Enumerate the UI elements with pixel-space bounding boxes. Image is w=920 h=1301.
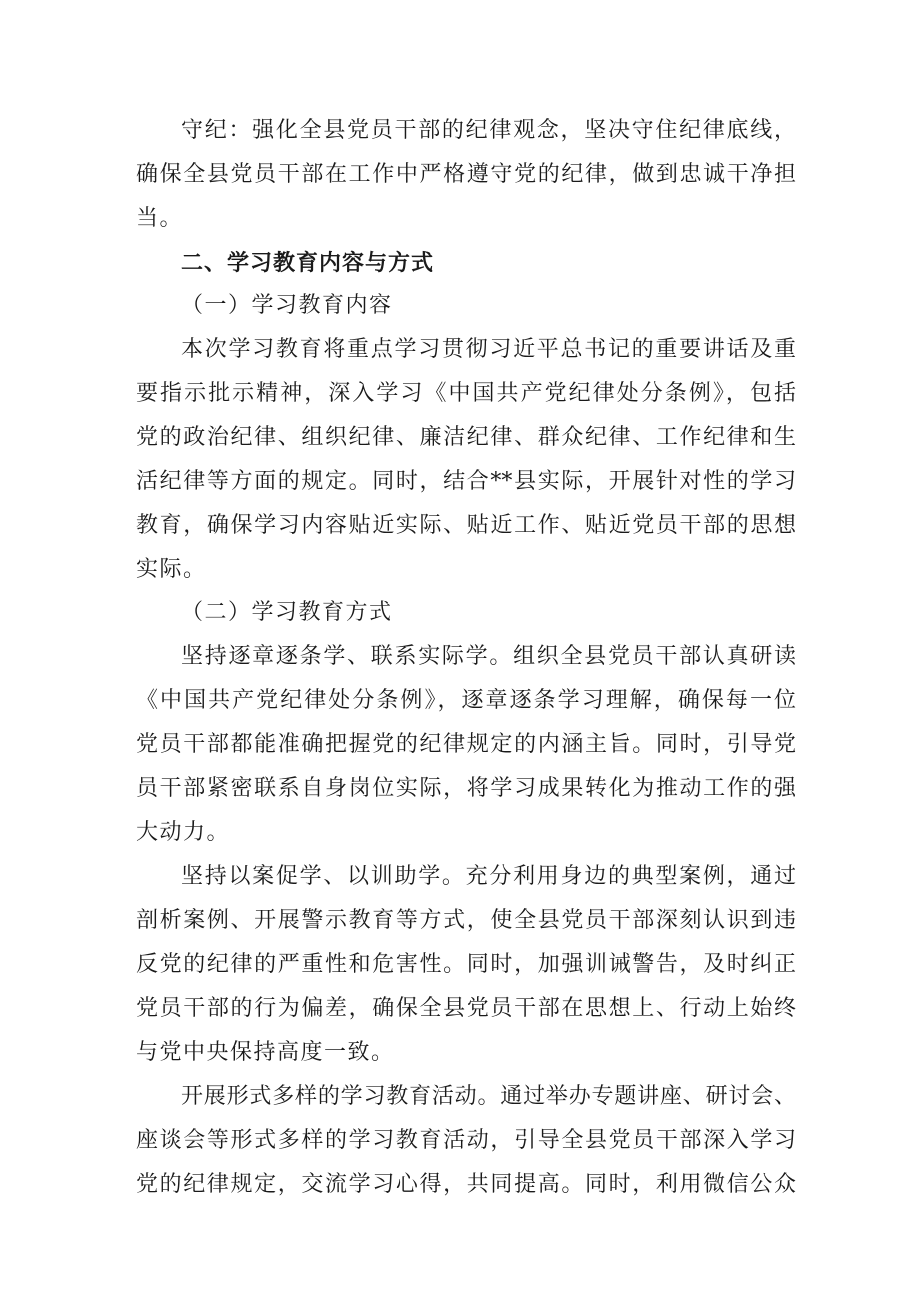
paragraph-line: 剖析案例、开展警示教育等方式，使全县党员干部深刻认识到违 <box>136 908 796 933</box>
paragraph-line: 坚持以案促学、以训助学。充分利用身边的典型案例，通过 <box>181 864 796 889</box>
paragraph-line: 党员干部的行为偏差，确保全县党员干部在思想上、行动上始终 <box>136 996 796 1021</box>
paragraph-line: 活纪律等方面的规定。同时，结合**县实际，开展针对性的学习 <box>136 469 796 494</box>
paragraph-line: 开展形式多样的学习教育活动。通过举办专题讲座、研讨会、 <box>181 1084 796 1109</box>
paragraph-line: 实际。 <box>136 557 207 582</box>
paragraph-line: 党的纪律规定，交流学习心得，共同提高。同时，利用微信公众 <box>136 1172 796 1197</box>
paragraph-line: 座谈会等形式多样的学习教育活动，引导全县党员干部深入学习 <box>136 1128 796 1153</box>
paragraph-line: 反党的纪律的严重性和危害性。同时，加强训诫警告，及时纠正 <box>136 952 796 977</box>
section-heading: 二、学习教育内容与方式 <box>181 251 435 276</box>
paragraph-line: 教育，确保学习内容贴近实际、贴近工作、贴近党员干部的思想 <box>136 513 796 538</box>
paragraph-line: 本次学习教育将重点学习贯彻习近平总书记的重要讲话及重 <box>181 337 796 362</box>
paragraph-line: 守纪：强化全县党员干部的纪律观念，坚决守住纪律底线， <box>181 118 796 143</box>
paragraph-line: 大动力。 <box>136 820 231 845</box>
paragraph-line: 与党中央保持高度一致。 <box>136 1040 395 1065</box>
paragraph-line: 员干部紧密联系自身岗位实际，将学习成果转化为推动工作的强 <box>136 776 796 801</box>
paragraph-line: 当。 <box>136 206 184 231</box>
paragraph-line: 党的政治纪律、组织纪律、廉洁纪律、群众纪律、工作纪律和生 <box>136 425 796 450</box>
paragraph-line: 《中国共产党纪律处分条例》，逐章逐条学习理解，确保每一位 <box>136 688 796 713</box>
subsection-heading: （二）学习教育方式 <box>181 600 393 625</box>
paragraph-line: 要指示批示精神，深入学习《中国共产党纪律处分条例》，包括 <box>136 381 796 406</box>
subsection-heading: （一）学习教育内容 <box>181 293 393 318</box>
paragraph-line: 党员干部都能准确把握党的纪律规定的内涵主旨。同时，引导党 <box>136 732 796 757</box>
paragraph-line: 确保全县党员干部在工作中严格遵守党的纪律，做到忠诚干净担 <box>136 162 796 187</box>
paragraph-line: 坚持逐章逐条学、联系实际学。组织全县党员干部认真研读 <box>181 644 796 669</box>
